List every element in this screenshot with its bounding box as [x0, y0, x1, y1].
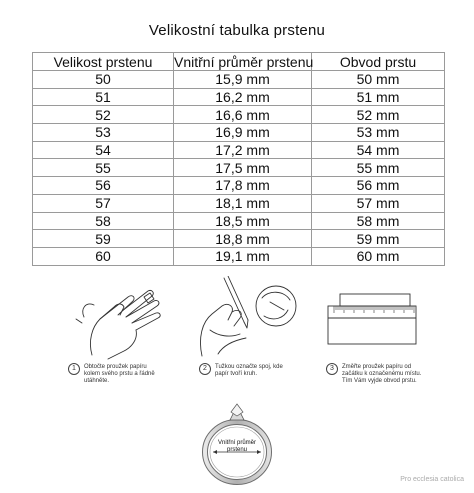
ring-size-table: [32, 52, 445, 266]
ring-diameter-label: Vnitřní průměr prstenu: [217, 440, 256, 453]
header-size: Velikost prstenu: [33, 53, 174, 71]
header-inner-diameter: Vnitřní průměr prstenu: [174, 53, 314, 70]
table-row: [33, 247, 445, 265]
ruler-measure-icon: [326, 292, 418, 348]
header-finger-circumference: Obvod prstu: [312, 53, 445, 71]
cell-size: 56: [33, 177, 174, 195]
cell-size: 51: [33, 88, 174, 106]
table-row: [33, 88, 445, 106]
cell-size: 60: [33, 247, 174, 265]
step-text: Změřte proužek papíru od začátku k označenému místu. Tím Vám vyjde obvod prstu.: [342, 364, 422, 384]
cell-finger-circumference: 59 mm: [312, 230, 445, 248]
step-1: [68, 363, 168, 393]
cell-inner-diameter: 19,1 mm: [174, 247, 312, 265]
cell-size: 53: [33, 124, 174, 142]
pencil-mark-icon: [188, 276, 300, 358]
cell-inner-diameter: 18,5 mm: [174, 212, 312, 230]
cell-size: 55: [33, 159, 174, 177]
cell-inner-diameter: 16,6 mm: [174, 106, 312, 124]
cell-inner-diameter: 18,1 mm: [174, 194, 312, 212]
cell-finger-circumference: 57 mm: [312, 194, 445, 212]
step-text: Tužkou označte spoj, kde papír tvoří kruh.: [215, 364, 283, 377]
cell-finger-circumference: 51 mm: [312, 88, 445, 106]
cell-finger-circumference: 55 mm: [312, 159, 445, 177]
cell-finger-circumference: 58 mm: [312, 212, 445, 230]
cell-size: 57: [33, 194, 174, 212]
cell-inner-diameter: 15,9 mm: [174, 71, 312, 89]
cell-finger-circumference: 52 mm: [312, 106, 445, 124]
cell-inner-diameter: 17,8 mm: [174, 177, 312, 195]
table-row: [33, 177, 445, 195]
cell-inner-diameter: 17,5 mm: [174, 159, 312, 177]
table-row: [33, 230, 445, 248]
step-number: 1: [68, 363, 80, 375]
cell-inner-diameter: 16,9 mm: [174, 124, 312, 142]
table-row: [33, 194, 445, 212]
cell-finger-circumference: 50 mm: [312, 71, 445, 89]
cell-inner-diameter: 17,2 mm: [174, 141, 312, 159]
table-row: [33, 212, 445, 230]
cell-finger-circumference: 54 mm: [312, 141, 445, 159]
table-row: [33, 159, 445, 177]
cell-size: 50: [33, 71, 174, 89]
table-header-row: [33, 53, 445, 71]
hand-wrap-icon: [62, 275, 174, 360]
step-text: Obtočte proužek papíru kolem svého prstu a řádně utáhněte.: [84, 364, 155, 384]
step-number: 3: [326, 363, 338, 375]
cell-size: 59: [33, 230, 174, 248]
cell-finger-circumference: 60 mm: [312, 247, 445, 265]
table-row: [33, 71, 445, 89]
cell-inner-diameter: 18,8 mm: [174, 230, 312, 248]
cell-size: 58: [33, 212, 174, 230]
cell-inner-diameter: 16,2 mm: [174, 88, 312, 106]
credit-watermark: Pro ecclesia catolica: [400, 476, 464, 483]
cell-finger-circumference: 56 mm: [312, 177, 445, 195]
cell-size: 54: [33, 141, 174, 159]
step-3: [326, 363, 431, 393]
step-number: 2: [199, 363, 211, 375]
page-title: Velikostní tabulka prstenu: [148, 22, 326, 39]
table-row: [33, 141, 445, 159]
table-row: [33, 124, 445, 142]
table-row: [33, 106, 445, 124]
step-2: [199, 363, 299, 393]
cell-size: 52: [33, 106, 174, 124]
cell-finger-circumference: 53 mm: [312, 124, 445, 142]
